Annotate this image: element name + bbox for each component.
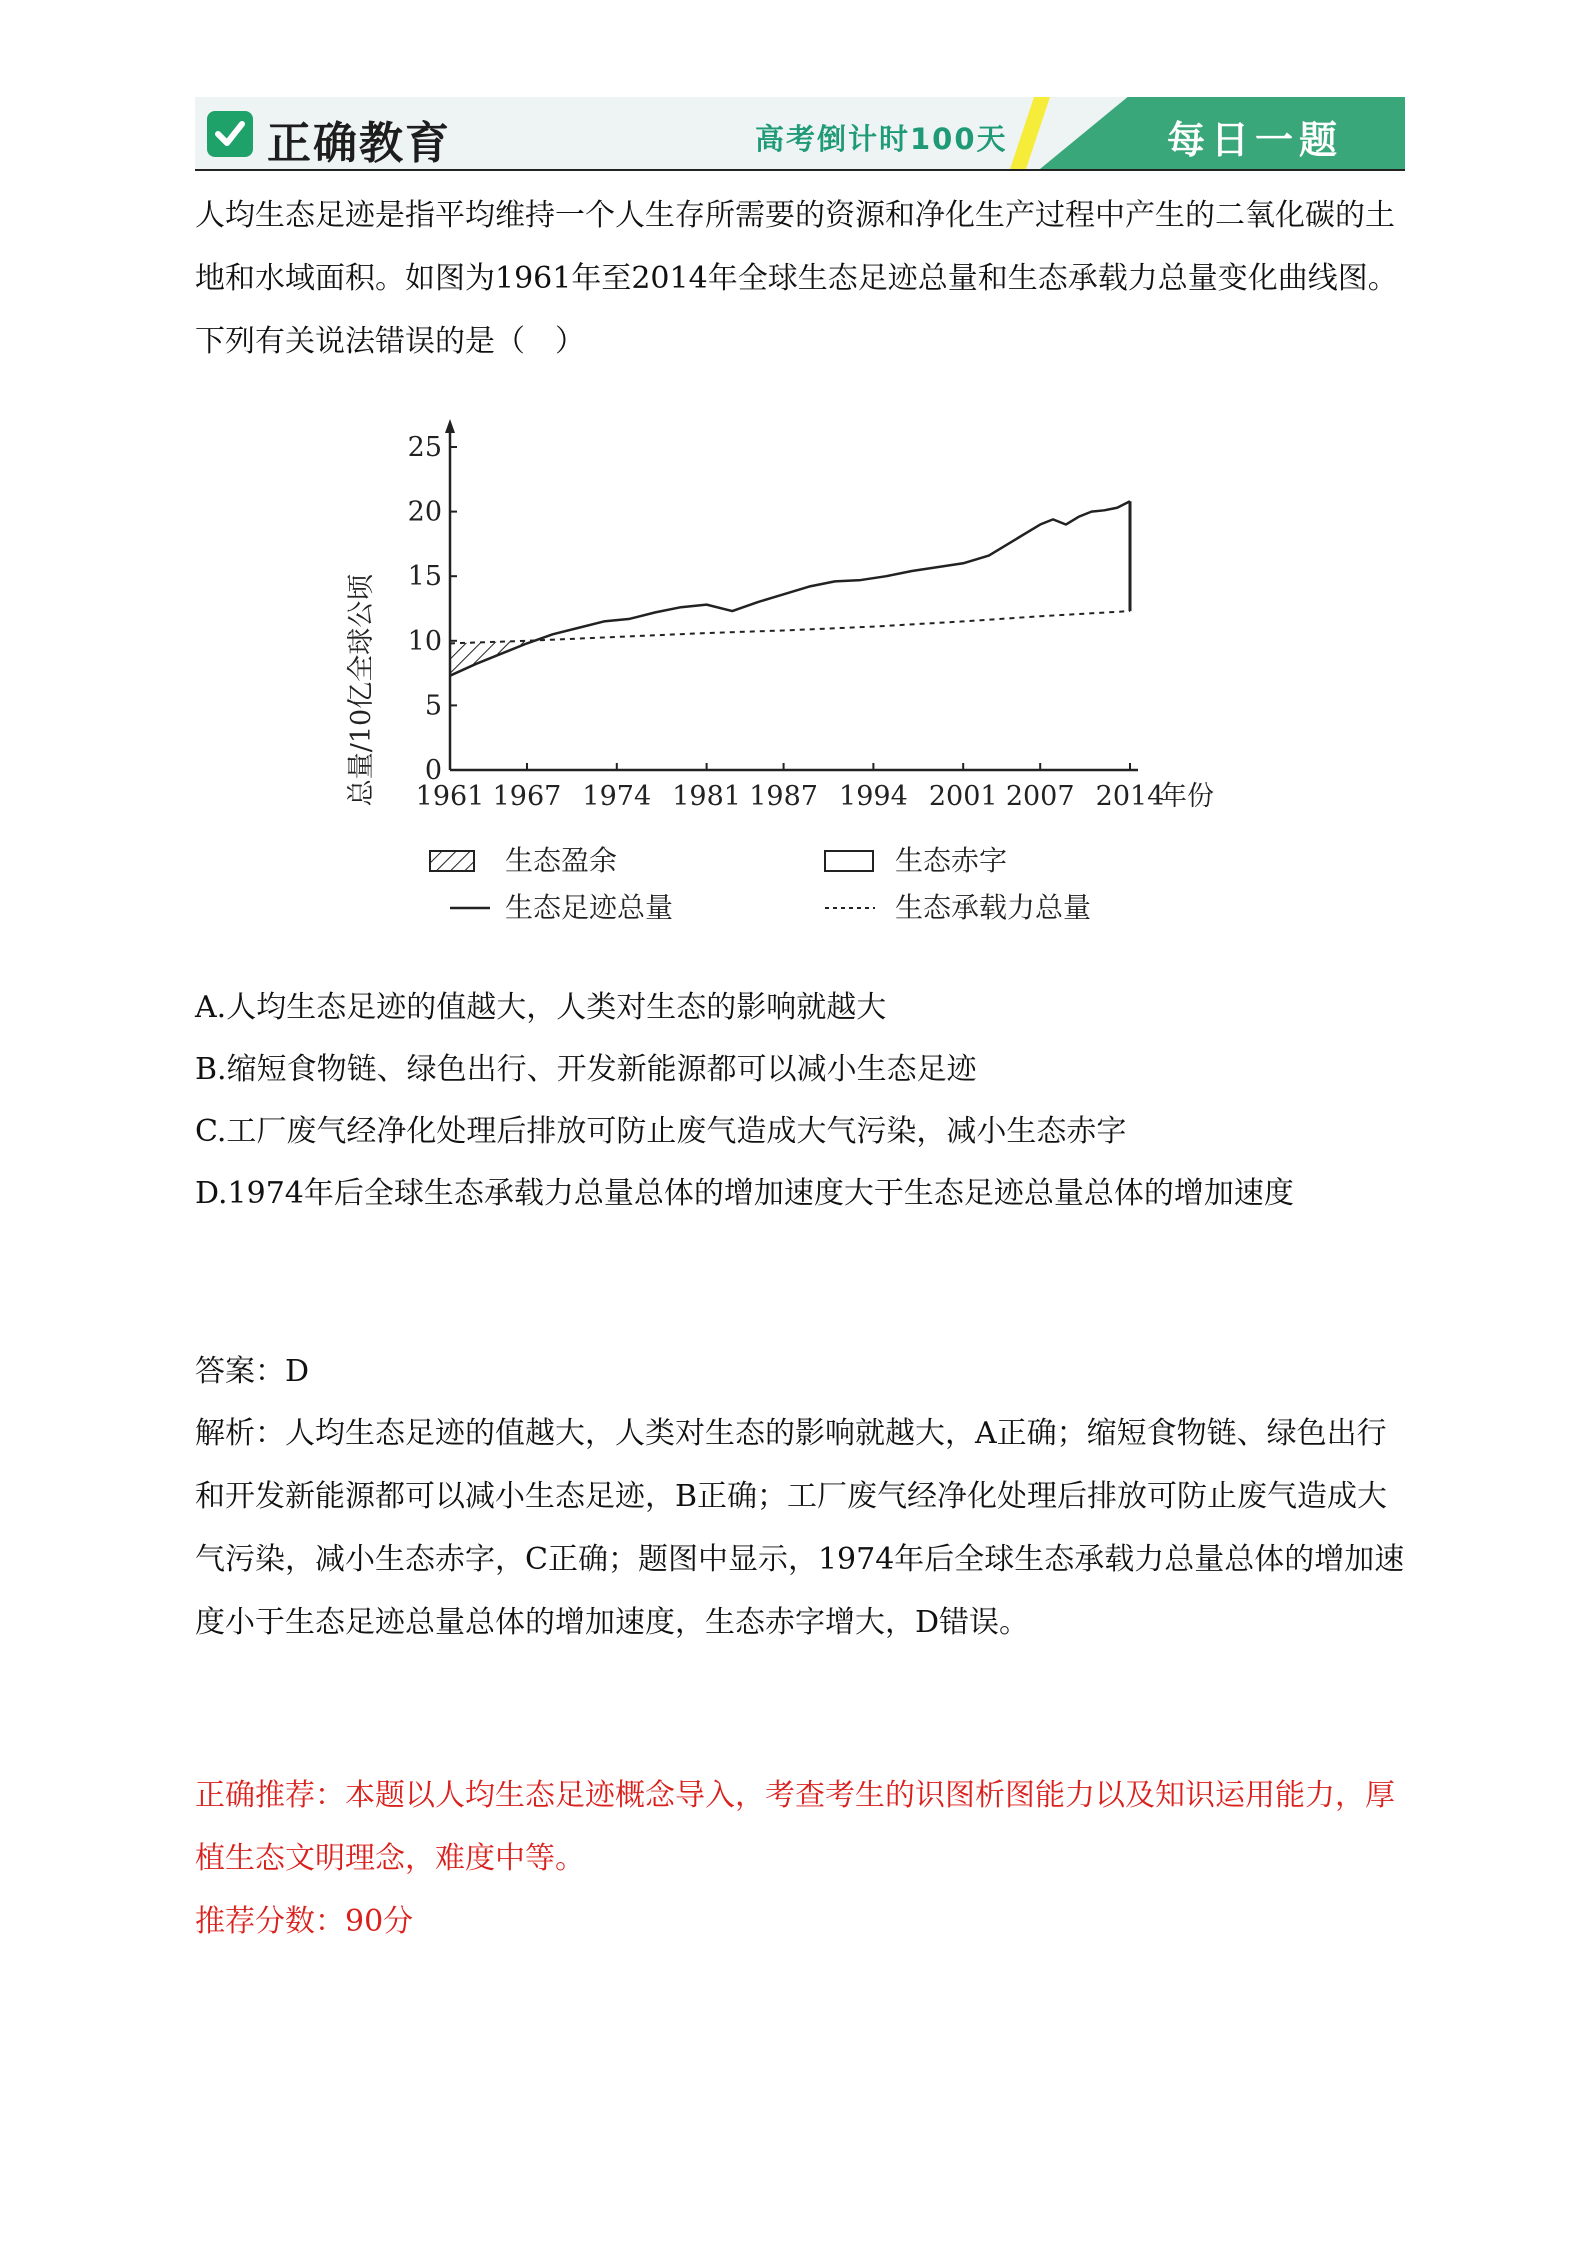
option-c: C.工厂废气经净化处理后排放可防止废气造成大气污染，减小生态赤字 — [195, 1114, 1127, 1149]
x-tick-label: 1994 — [839, 781, 908, 812]
y-tick-label: 0 — [424, 755, 442, 786]
chart-legend — [430, 844, 1091, 924]
y-axis-label: 总量/10亿全球公顷 — [346, 573, 377, 807]
x-tick-label: 1961 — [415, 781, 485, 812]
recommend-score: 推荐分数：90分 — [195, 1904, 414, 1939]
banner-text: 每日一题 — [1166, 118, 1343, 162]
legend-deficit-label: 生态赤字 — [895, 844, 1008, 877]
check-mark-icon — [213, 117, 247, 151]
x-tick-label: 2014 — [1095, 781, 1165, 812]
x-tick-label: 2001 — [928, 781, 998, 812]
recommend-text: 正确推荐：本题以人均生态足迹概念导入，考查考生的识图析图能力以及知识运用能力，厚植生态文明理念，难度中等。 — [195, 1778, 1395, 1876]
question-text: 人均生态足迹是指平均维持一个人生存所需要的资源和净化生产过程中产生的二氧化碳的土地和水域面积。如图为1961年至2014年全球生态足迹总量和生态承载力总量变化曲线图。下列有关说法错误的是（ ） — [195, 198, 1398, 359]
y-axis-arrow — [445, 419, 455, 433]
chart-svg — [340, 415, 1260, 935]
y-tick-label: 5 — [424, 690, 442, 722]
page-header — [195, 97, 1405, 171]
answer-text: 答案：D — [195, 1354, 310, 1389]
y-tick-label: 10 — [407, 625, 442, 657]
y-tick-label: 25 — [407, 432, 442, 463]
x-tick-label: 1981 — [672, 781, 741, 812]
series-capacity-line — [450, 611, 1130, 643]
footprint-chart — [340, 415, 1260, 935]
legend-surplus-swatch — [430, 851, 474, 871]
x-tick-label: 1987 — [749, 781, 818, 812]
banner-stripe — [1010, 97, 1050, 169]
x-tick-label: 2007 — [1005, 781, 1075, 812]
legend-footprint-label: 生态足迹总量 — [505, 891, 674, 924]
legend-capacity-label: 生态承载力总量 — [895, 891, 1092, 924]
series-footprint-line — [450, 501, 1130, 675]
x-tick-label: 1974 — [582, 781, 652, 812]
analysis-text: 解析：人均生态足迹的值越大，人类对生态的影响就越大，A正确；缩短食物链、绿色出行和开发新能源都可以减小生态足迹，B正确；工厂废气经净化处理后排放可防止废气造成大气污染，减小生态赤字，C正确；题图中显示，1974年后全球生态承载力总量总体的增加速度小于生态足迹总量总体的增加速度，生态赤字增大，D错误。 — [195, 1416, 1405, 1640]
option-b: B.缩短食物链、绿色出行、开发新能源都可以减小生态足迹 — [195, 1052, 977, 1087]
option-d: D.1974年后全球生态承载力总量总体的增加速度大于生态足迹总量总体的增加速度 — [195, 1176, 1294, 1211]
countdown-text: 高考倒计时100天 — [755, 122, 1008, 156]
logo-badge — [207, 111, 253, 157]
y-tick-label: 20 — [407, 496, 442, 528]
legend-deficit-swatch — [825, 851, 873, 871]
option-a: A.人均生态足迹的值越大，人类对生态的影响就越大 — [195, 990, 887, 1025]
logo-text: 正确教育 — [267, 118, 451, 169]
y-tick-label: 15 — [407, 561, 442, 593]
x-tick-label: 1967 — [492, 781, 562, 812]
legend-surplus-label: 生态盈余 — [505, 844, 618, 877]
x-axis-label: 年份 — [1160, 781, 1214, 812]
